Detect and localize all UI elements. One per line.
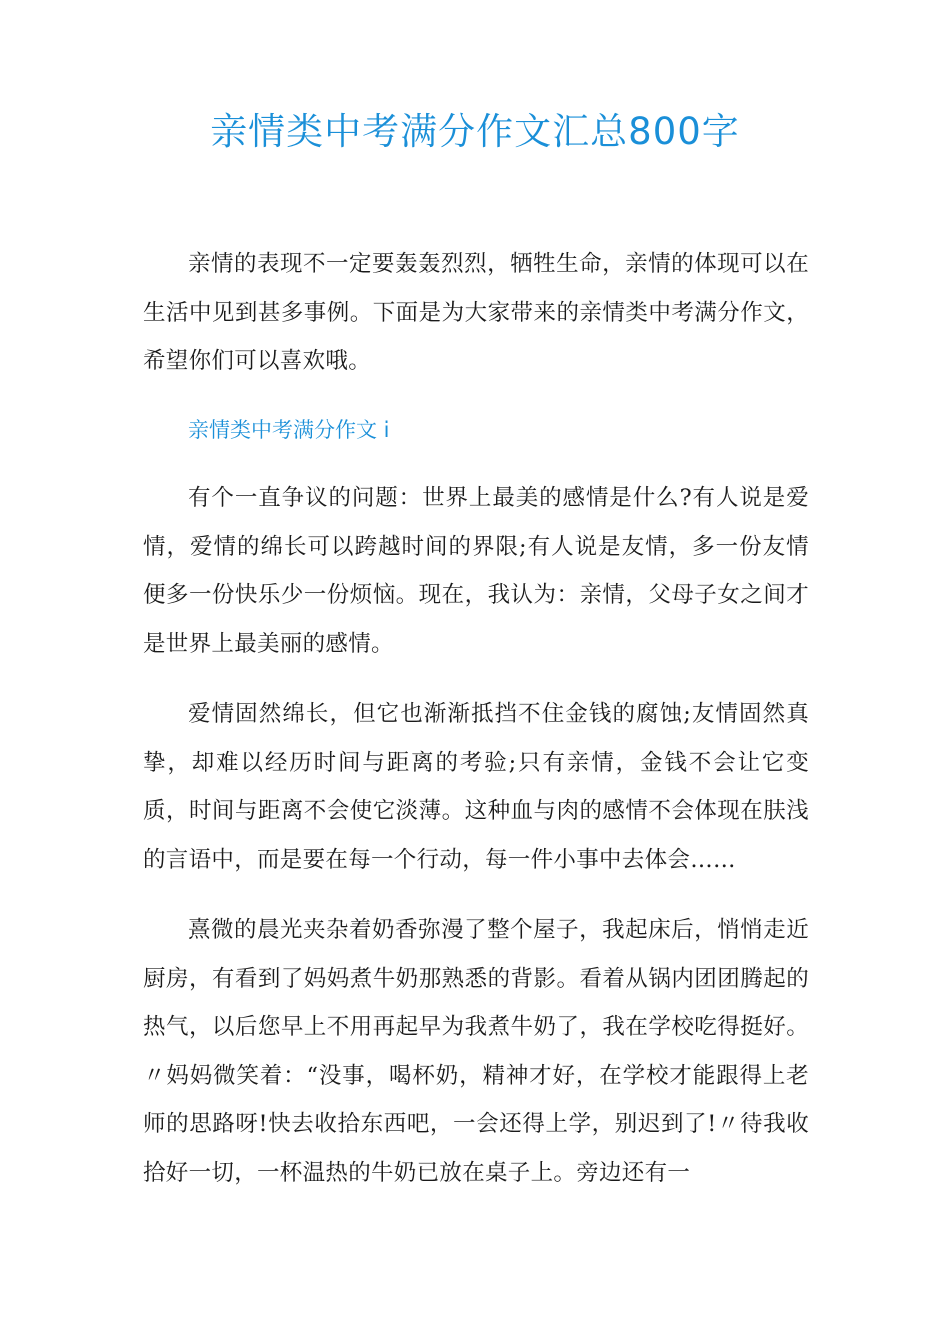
body-paragraph: 熹微的晨光夹杂着奶香弥漫了整个屋子，我起床后，悄悄走近厨房，有看到了妈妈煮牛奶那熟悉的背影。看着从锅内团团腾起的热气，以后您早上不用再起早为我煮牛奶了，我在学校吃得挺好。〃妈妈微笑着：“没事，喝杯奶，精神才好，在学校才能跟得上老师的思路呀!快去收拾东西吧，一会还得上学，别迟到了!〃待我收拾好一切，一杯温热的牛奶已放在桌子上。旁边还有一 <box>143 917 809 1186</box>
document-title: 亲情类中考满分作文汇总800字 <box>210 110 740 153</box>
intro-paragraph: 亲情的表现不一定要轰轰烈烈，牺牲生命，亲情的体现可以在生活中见到甚多事例。下面是为大家带来的亲情类中考满分作文，希望你们可以喜欢哦。 <box>143 251 809 374</box>
body-paragraph: 有个一直争议的问题：世界上最美的感情是什么?有人说是爱情，爱情的绵长可以跨越时间的界限;有人说是友情，多一份友情便多一份快乐少一份烦恼。现在，我认为：亲情，父母子女之间才是世界上最美丽的感情。 <box>143 485 809 657</box>
body-paragraph: 爱情固然绵长，但它也渐渐抵挡不住金钱的腐蚀;友情固然真挚，却难以经历时间与距离的考验;只有亲情，金钱不会让它变质，时间与距离不会使它淡薄。这种血与肉的感情不会体现在肤浅的言语中，而是要在每一个行动，每一件小事中去体会…… <box>143 701 809 873</box>
section-heading: 亲情类中考满分作文 i <box>188 418 390 442</box>
